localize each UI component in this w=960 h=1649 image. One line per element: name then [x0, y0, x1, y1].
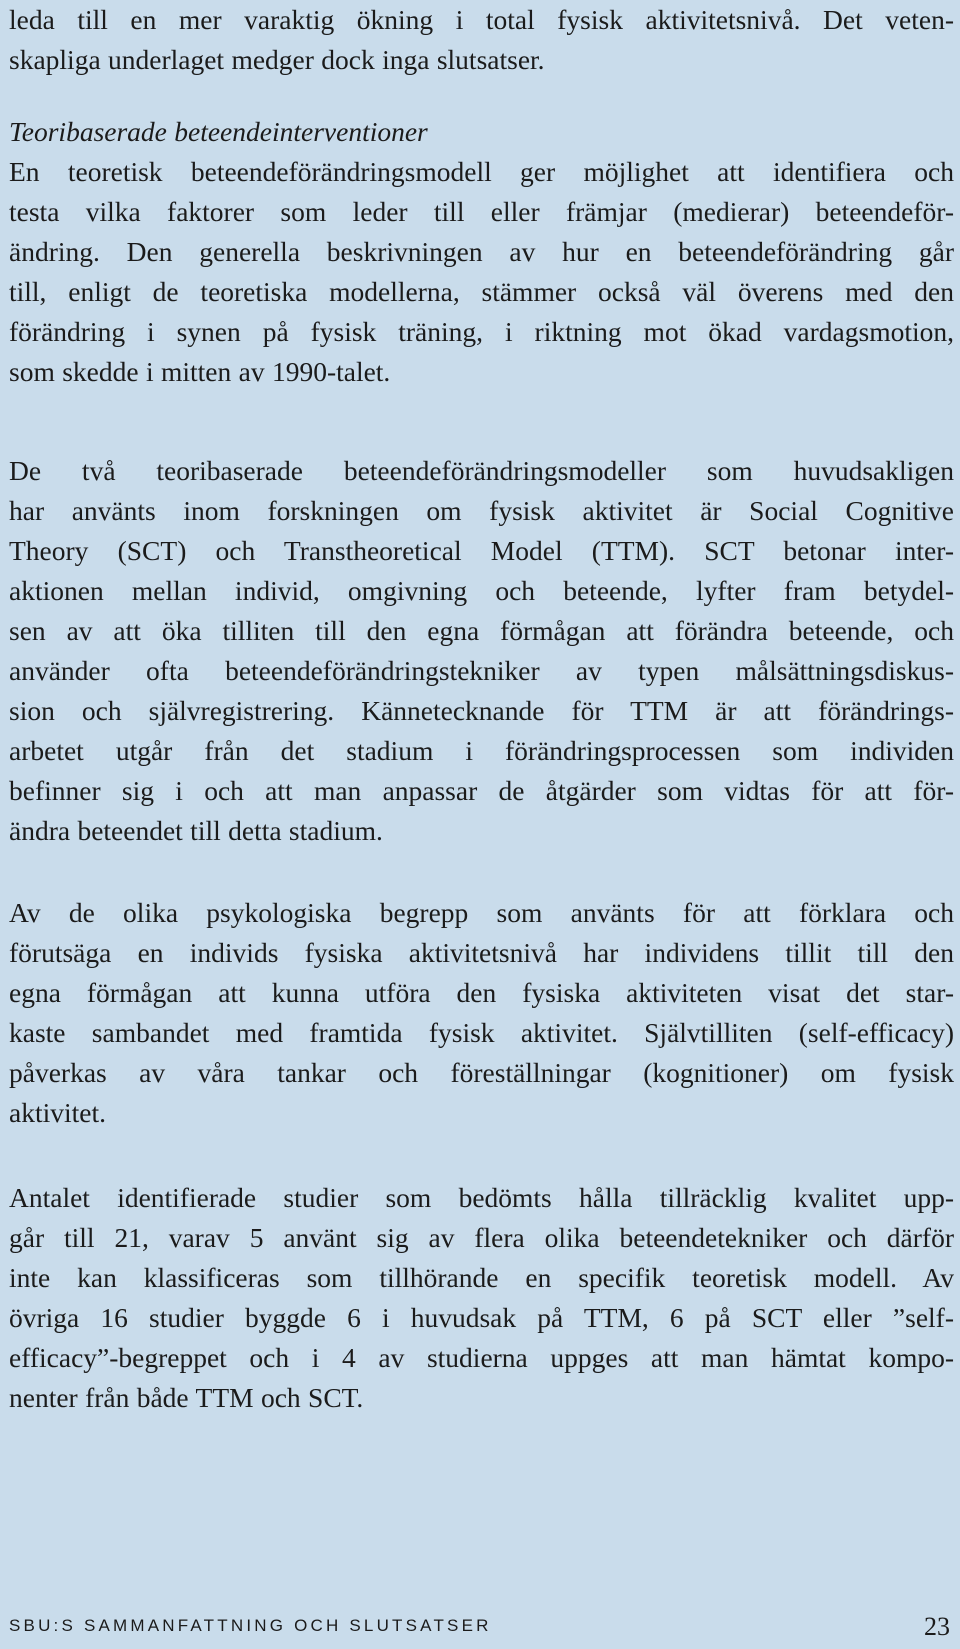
text-line: aktionen mellan individ, omgivning och beteende, lyfter fram betydel-	[9, 575, 954, 606]
text-line: till, enligt de teoretiska modellerna, stämmer också väl överens med den	[9, 276, 954, 307]
text-line: efficacy”-begreppet och i 4 av studierna uppges att man hämtat kompo-	[9, 1342, 954, 1373]
text-line: skapliga underlaget medger dock inga slutsatser.	[9, 44, 545, 75]
text-line: inte kan klassificeras som tillhörande en specifik teoretisk modell. Av	[9, 1262, 954, 1293]
text-line: arbetet utgår från det stadium i förändringsprocessen som individen	[9, 735, 954, 766]
text-line: ändring. Den generella beskrivningen av hur en beteendeförändring går	[9, 236, 954, 267]
text-line: har använts inom forskningen om fysisk aktivitet är Social Cognitive	[9, 495, 954, 526]
text-line: övriga 16 studier byggde 6 i huvudsak på TTM, 6 på SCT eller ”self-	[9, 1302, 954, 1333]
text-line: går till 21, varav 5 använt sig av flera olika beteendetekniker och därför	[9, 1222, 954, 1253]
text-line: befinner sig i och att man anpassar de åtgärder som vidtas för att för-	[9, 775, 954, 806]
paragraph-sct-ttm	[9, 451, 954, 851]
text-line: använder ofta beteendeförändringstekniker av typen målsättningsdiskus-	[9, 655, 954, 686]
section-heading: Teoribaserade beteendeinterventioner	[9, 116, 428, 147]
text-line: Antalet identifierade studier som bedömts hålla tillräcklig kvalitet upp-	[9, 1182, 954, 1213]
text-line: påverkas av våra tankar och föreställningar (kognitioner) om fysisk	[9, 1057, 954, 1088]
text-line: kaste sambandet med framtida fysisk aktivitet. Självtilliten (self-efficacy)	[9, 1017, 954, 1048]
text-line: Av de olika psykologiska begrepp som använts för att förklara och	[9, 897, 954, 928]
paragraph-intro-continuation	[9, 0, 954, 80]
page-footer	[9, 1612, 950, 1642]
text-line: En teoretisk beteendeförändringsmodell ger möjlighet att identifiera och	[9, 156, 954, 187]
text-line: Theory (SCT) och Transtheoretical Model (TTM). SCT betonar inter-	[9, 535, 954, 566]
text-line: egna förmågan att kunna utföra den fysiska aktiviteten visat det star-	[9, 977, 954, 1008]
paragraph-identified-studies	[9, 1178, 954, 1418]
text-line: som skedde i mitten av 1990-talet.	[9, 356, 391, 387]
text-line: sion och självregistrering. Kännetecknande för TTM är att förändrings-	[9, 695, 954, 726]
text-line: leda till en mer varaktig ökning i total fysisk aktivitetsnivå. Det veten-	[9, 4, 954, 35]
section-theory-based-interventions	[9, 112, 954, 392]
text-line: De två teoribaserade beteendeförändringsmodeller som huvudsakligen	[9, 455, 954, 486]
text-line: förändring i synen på fysisk träning, i riktning mot ökad vardagsmotion,	[9, 316, 954, 347]
running-title: SBU:S SAMMANFATTNING OCH SLUTSATSER	[9, 1616, 492, 1635]
text-line: ändra beteendet till detta stadium.	[9, 815, 383, 846]
text-line: förutsäga en individs fysiska aktivitetsnivå har individens tillit till den	[9, 937, 954, 968]
text-line: sen av att öka tilliten till den egna förmågan att förändra beteende, och	[9, 615, 954, 646]
text-line: testa vilka faktorer som leder till eller främjar (medierar) beteendeför-	[9, 196, 954, 227]
text-line: aktivitet.	[9, 1097, 106, 1128]
text-line: nenter från både TTM och SCT.	[9, 1382, 364, 1413]
page-number: 23	[924, 1612, 950, 1641]
paragraph-self-efficacy	[9, 893, 954, 1133]
